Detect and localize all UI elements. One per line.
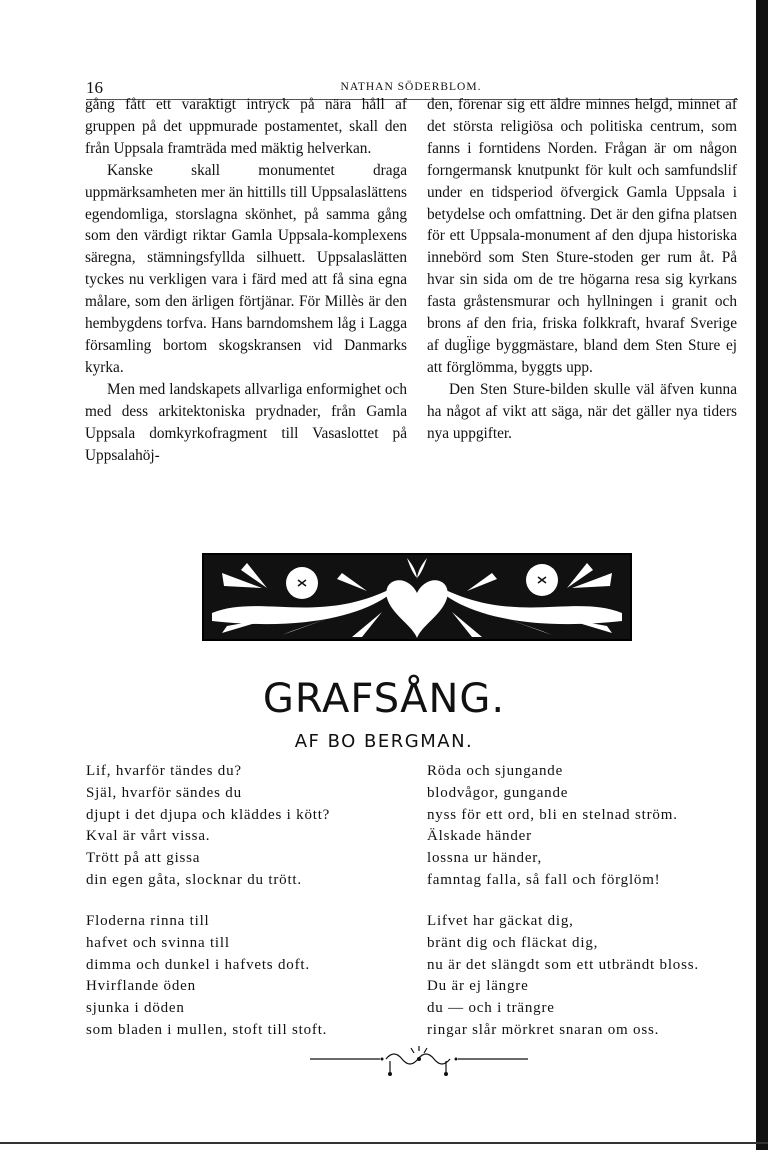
verse-line: Kval är vårt vissa.: [86, 828, 211, 845]
verse-line: djupt i det djupa och kläddes i kött?: [86, 806, 331, 823]
prose-column-right: [427, 94, 737, 445]
poem-title: GRAFSÅNG.: [262, 676, 506, 722]
verse-line: Själ, hvarför sändes du: [86, 784, 242, 801]
verse-line: nu är det slängdt som ett utbrändt bloss.: [427, 956, 699, 973]
paragraph: gång fått ett varaktigt intryck på nära håll af gruppen på det uppmurade postamentet, skall den från Uppsala framträda med mäktig helverkan.: [85, 96, 407, 157]
verse-line: hafvet och svinna till: [86, 934, 230, 951]
verse-line: du — och i trängre: [427, 1000, 555, 1017]
running-title: NATHAN SÖDERBLOM.: [340, 81, 482, 93]
prose-column-left: [85, 94, 407, 466]
page-number: 16: [86, 78, 103, 97]
stanza: [427, 911, 699, 1042]
verse-line: lossna ur händer,: [427, 850, 543, 867]
heart-vine-ornament: [202, 553, 632, 641]
verse-line: Floderna rinna till: [86, 913, 210, 929]
verse-line: Hvirflande öden: [86, 978, 196, 995]
verse-line: din egen gåta, slocknar du trött.: [86, 871, 302, 888]
poem-byline: AF BO BERGMAN.: [294, 731, 474, 752]
scan-edge-bottom: [0, 1142, 768, 1144]
verse-line: blodvågor, gungande: [427, 784, 569, 801]
verse-line: famntag falla, så fall och förglöm!: [427, 871, 661, 888]
tailpiece-ornament: [310, 1045, 528, 1083]
verse-line: Lifvet har gäckat dig,: [427, 913, 574, 929]
paragraph: Den Sten Sture-bilden skulle väl äfven kunna ha något af vikt att säga, när det gäller nya tiders nya uppgifter.: [427, 380, 737, 442]
scan-edge-right: [756, 0, 768, 1150]
stanza: [86, 911, 327, 1042]
verse-line: Älskade händer: [427, 828, 532, 845]
verse-line: Du är ej längre: [427, 978, 529, 995]
stanza: [86, 761, 330, 892]
verse-line: Trött på att gissa: [86, 850, 201, 867]
paragraph: Kanske skall monumentet draga uppmärksamheten mer än hittills till Uppsalaslättens egendomliga, storslagna skönhet, på samma gång som den värdigt riktar Gamla Uppsala-komplexens säregna, stämningsfyllda silhuett. Uppsalaslätten tyckes nu verkligen vara i färd med att få sina egna målare, som den ärligen förtjänar. För Millès är den hembygdens torfva. Hans barndomshem låg i Lagga församling bortom skogskransen vid Danmarks kyrka.: [85, 161, 407, 376]
verse-line: Lif, hvarför tändes du?: [86, 763, 242, 779]
verse-line: som bladen i mullen, stoft till stoft.: [86, 1021, 328, 1038]
verse-line: dimma och dunkel i hafvets doft.: [86, 956, 310, 973]
verse-line: Röda och sjungande: [427, 763, 564, 779]
paragraph: den, förenar sig ett äldre minnes helgd, minnet af det största religiösa och politiska centrum, som fanns i forntidens Norden. Frågan är om någon forngermansk knutpunkt för kult och samfundslif under en tidsperiod öfvergick Gamla Uppsala i betydelse och omfattning. Det är den gifna platsen för ett Uppsala-monument af den djupa historiska innebörd som Sten Sture-stoden ger rum åt. På hvar sin sida om de tre högarna resa sig kyrkans fasta gråstensmurar och hyllningen i granit och brons af den fria, friska folkkraft, hvaraf Sverige af dugl̈ige byggmästare, bland dem Sten Sture ej att förglömma, byggts upp.: [427, 96, 737, 376]
verse-line: nyss för ett ord, bli en stelnad ström.: [427, 806, 678, 823]
verse-line: bränt dig och fläckat dig,: [427, 934, 599, 951]
verse-line: sjunka i döden: [86, 1000, 185, 1017]
verse-line: ringar slår mörkret snaran om oss.: [427, 1021, 660, 1038]
stanza: [427, 761, 678, 892]
paragraph: Men med landskapets allvarliga enformighet och med dess arkitektoniska prydnader, från Gamla Uppsala domkyrkofragment till Vasaslottet på Uppsalahöj-: [85, 380, 407, 464]
